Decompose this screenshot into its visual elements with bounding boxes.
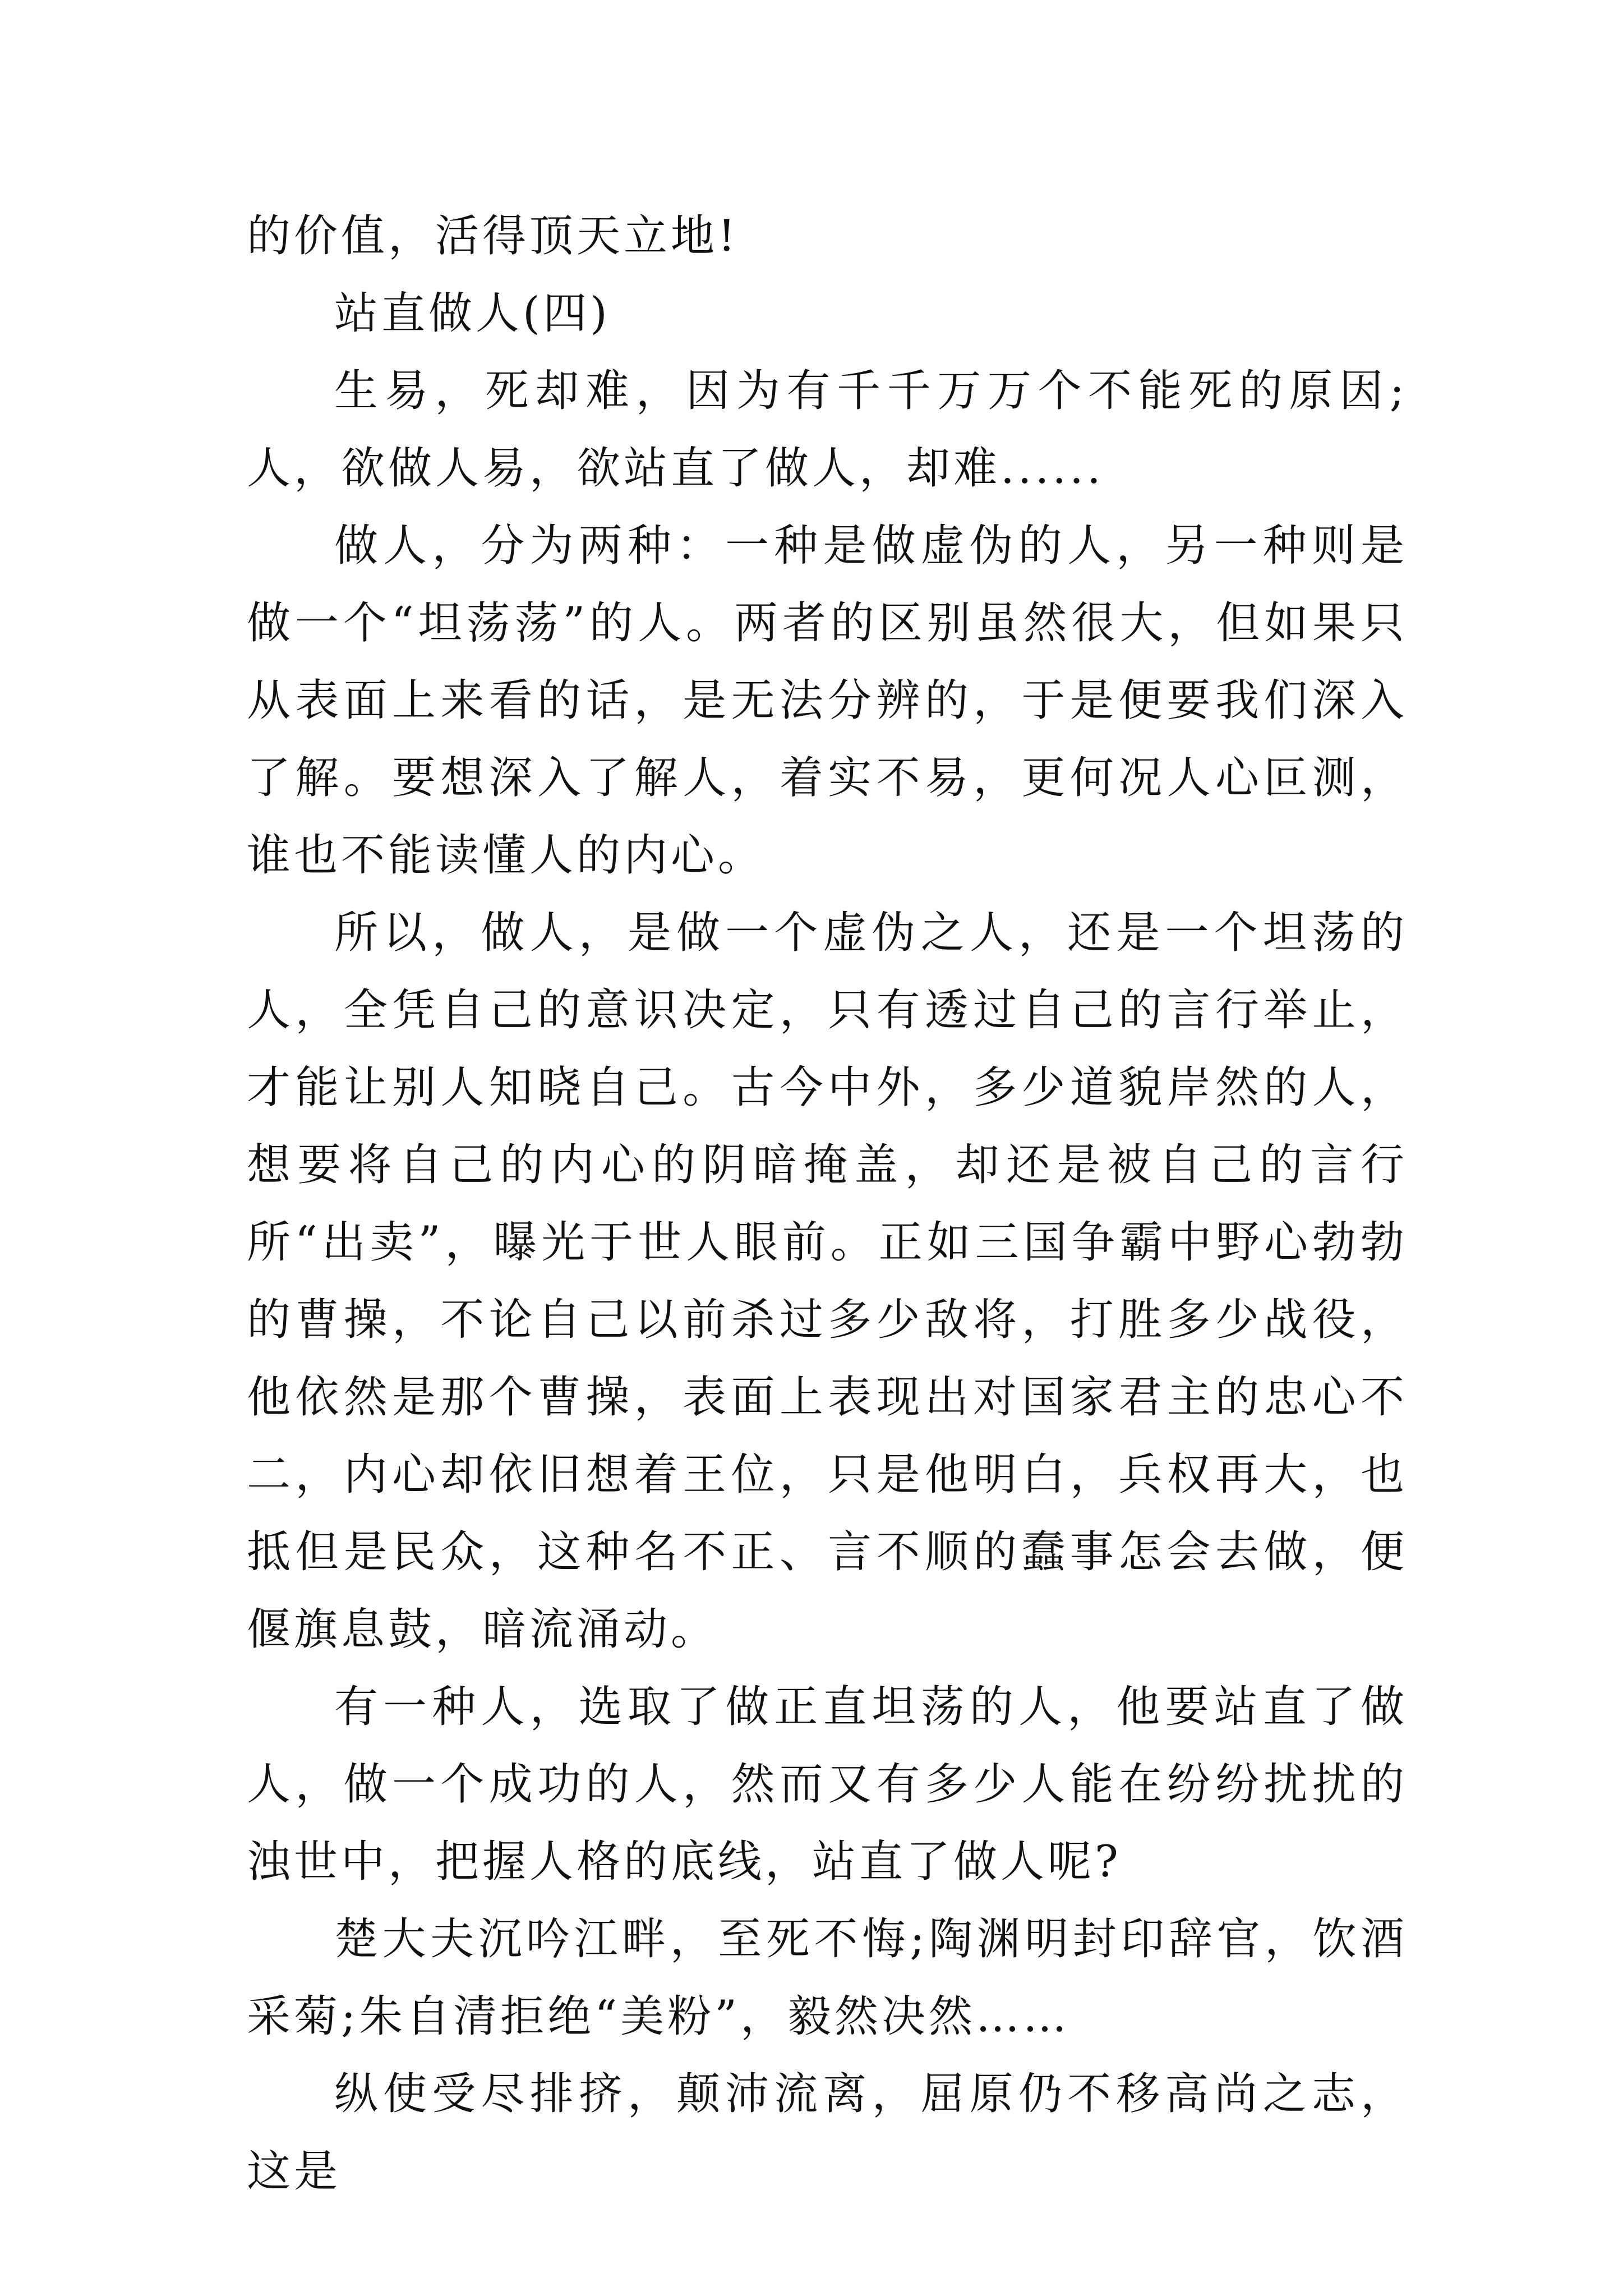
section-heading: 站直做人(四) <box>334 288 611 339</box>
body-text <box>247 197 1408 2210</box>
paragraph: 纵使受尽排挤，颠沛流离，屈原仍不移高尚之志，这是 <box>247 2069 1408 2197</box>
paragraph: 生易，死却难，因为有千千万万个不能死的原因;人，欲做人易，欲站直了做人，却难...... <box>247 366 1408 494</box>
paragraph: 做人，分为两种：一种是做虚伪的人，另一种则是做一个“坦荡荡”的人。两者的区别虽然很大，但如果只从表面上来看的话，是无法分辨的，于是便要我们深入了解。要想深入了解人，着实不易，更何况人心叵测，谁也不能读懂人的内心。 <box>247 521 1408 881</box>
paragraph: 有一种人，选取了做正直坦荡的人，他要站直了做人，做一个成功的人，然而又有多少人能在纷纷扰扰的浊世中，把握人格的底线，站直了做人呢? <box>247 1682 1408 1887</box>
paragraph: 楚大夫沉吟江畔，至死不悔;陶渊明封印辞官，饮酒采菊;朱自清拒绝“美粉”，毅然决然…… <box>247 1914 1408 2042</box>
paragraph: 所以，做人，是做一个虚伪之人，还是一个坦荡的人，全凭自己的意识决定，只有透过自己的言行举止，才能让别人知晓自己。古今中外，多少道貌岸然的人，想要将自己的内心的阴暗掩盖，却还是被自己的言行所“出卖”，曝光于世人眼前。正如三国争霸中野心勃勃的曹操，不论自己以前杀过多少敌将，打胜多少战役，他依然是那个曹操，表面上表现出对国家君主的忠心不二，内心却依旧想着王位，只是他明白，兵权再大，也抵但是民众，这种名不正、言不顺的蠢事怎会去做，便偃旗息鼓，暗流涌动。 <box>247 908 1408 1655</box>
paragraph-continuation: 的价值，活得顶天立地! <box>247 211 739 261</box>
